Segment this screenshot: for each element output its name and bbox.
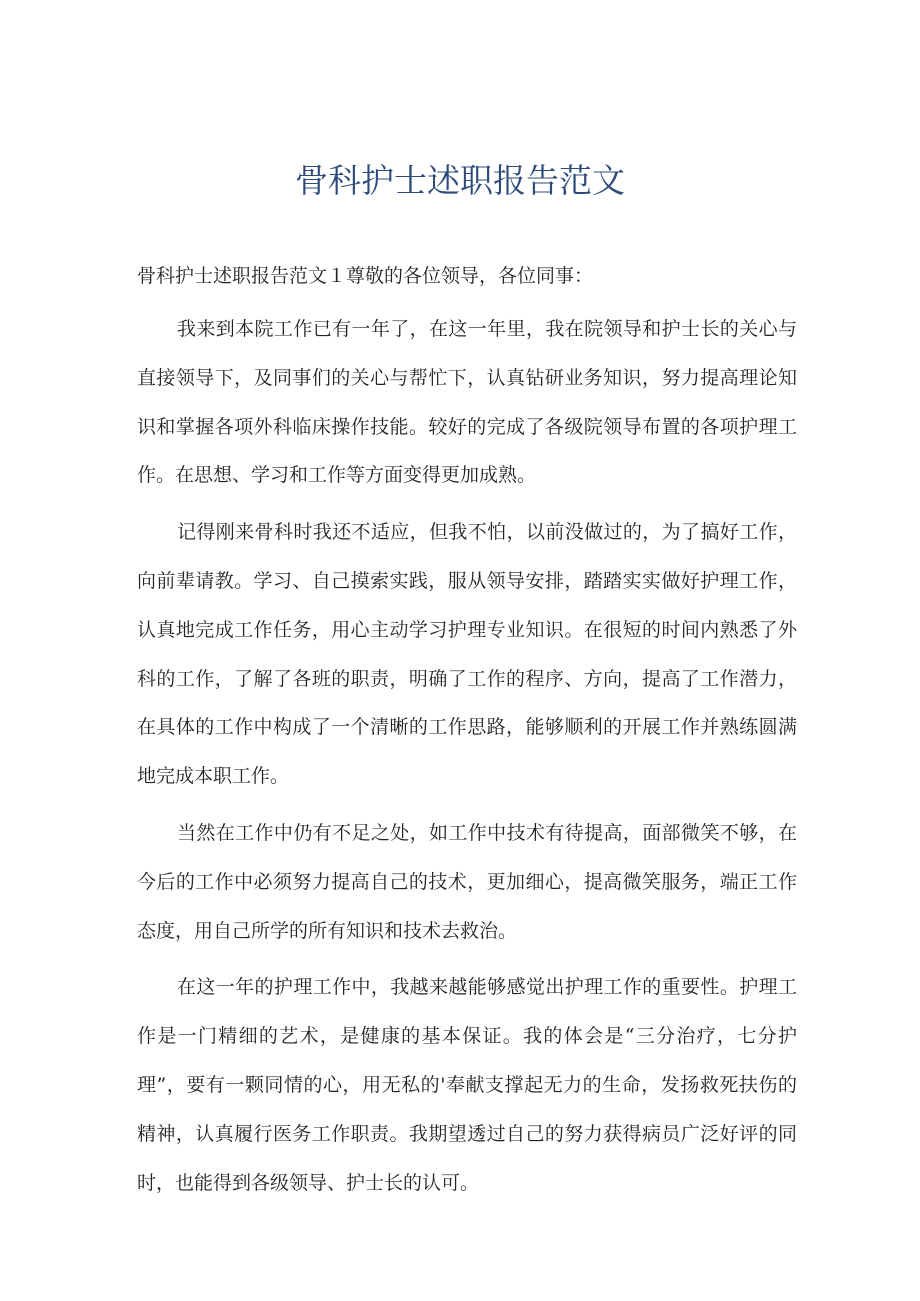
salutation-line: 骨科护士述职报告范文１尊敬的各位领导，各位同事：	[137, 265, 594, 287]
body-paragraphs	[137, 305, 797, 1207]
paragraph-4: 在这一年的护理工作中，我越来越能够感觉出护理工作的重要性。护理工作是一门精细的艺术，是健康的基本保证。我的体会是“三分治疗，七分护理”，要有一颗同情的心，用无私的'奉献支撑起无力的生命，发扬救死扶伤的精神，认真履行医务工作职责。我期望透过自己的努力获得病员广泛好评的同时，也能得到各级领导、护士长的认可。	[137, 976, 797, 1194]
paragraph-2: 记得刚来骨科时我还不适应，但我不怕，以前没做过的，为了搞好工作，向前辈请教。学习、自己摸索实践，服从领导安排，踏踏实实做好护理工作，认真地完成工作任务，用心主动学习护理专业知识。在很短的时间内熟悉了外科的工作，了解了各班的职责，明确了工作的程序、方向，提高了工作潜力，在具体的工作中构成了一个清晰的工作思路，能够顺利的开展工作并熟练圆满地完成本职工作。	[137, 521, 797, 788]
paragraph-3: 当然在工作中仍有不足之处，如工作中技术有待提高，面部微笑不够，在今后的工作中必须努力提高自己的技术，更加细心，提高微笑服务，端正工作态度，用自己所学的所有知识和技术去救治。	[137, 821, 797, 942]
paragraph-1: 我来到本院工作已有一年了，在这一年里，我在院领导和护士长的关心与直接领导下，及同事们的关心与帮忙下，认真钻研业务知识，努力提高理论知识和掌握各项外科临床操作技能。较好的完成了各级院领导布置的各项护理工作。在思想、学习和工作等方面变得更加成熟。	[137, 318, 797, 487]
document-title: 骨科护士述职报告范文	[295, 161, 625, 200]
